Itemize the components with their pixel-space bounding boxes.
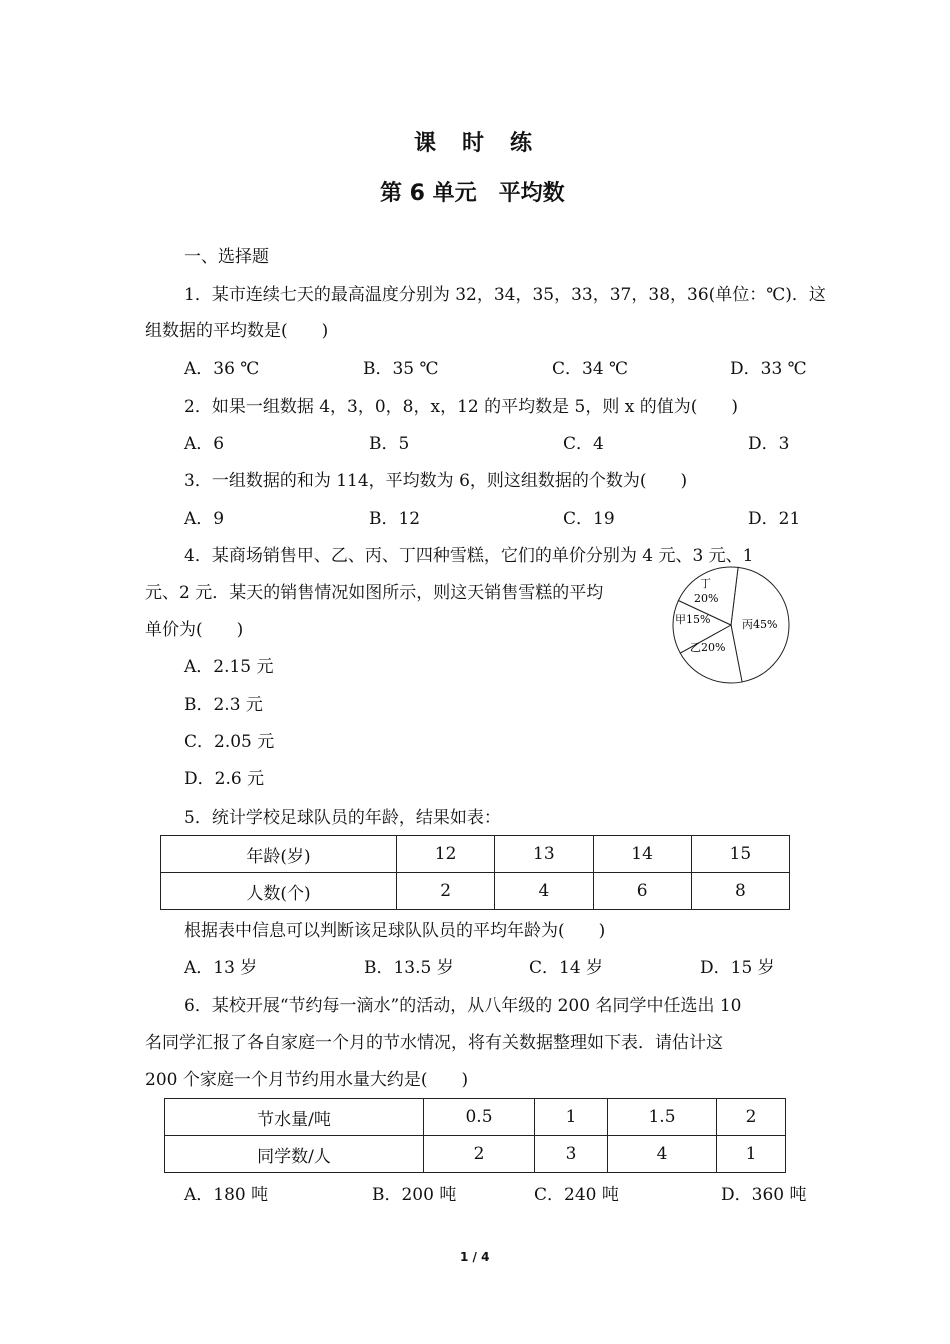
unit-title: 第 6 单元 平均数 (380, 181, 565, 206)
table-row (161, 873, 790, 910)
q2-text: 2．如果一组数据 4，3，0，8，x，12 的平均数是 5，则 x 的值为( ) (184, 397, 738, 417)
q6-line1: 6．某校开展“节约每一滴水”的活动，从八年级的 200 名同学中任选出 10 (184, 996, 742, 1016)
q1-line2: 组数据的平均数是( ) (145, 321, 329, 341)
table-cell: 1.5 (608, 1099, 717, 1136)
table-cell: 同学数/人 (165, 1136, 424, 1173)
q3-option-b: B．12 (369, 509, 421, 529)
q3-option-a: A．9 (184, 509, 225, 529)
q2-option-d: D．3 (748, 434, 790, 454)
q4-line3: 单价为( ) (145, 620, 244, 640)
table-cell: 2 (717, 1099, 786, 1136)
table-cell: 14 (593, 836, 691, 873)
q6-line3: 200 个家庭一个月节约用水量大约是( ) (145, 1070, 469, 1090)
q4-option-b: B．2.3 元 (184, 695, 263, 715)
q2-option-c: C．4 (563, 434, 604, 454)
table-row (165, 1136, 786, 1173)
q5-age-table (160, 835, 790, 910)
table-cell: 1 (535, 1099, 608, 1136)
q5-option-b: B．13.5 岁 (364, 958, 454, 978)
q5-text: 5．统计学校足球队员的年龄，结果如表： (184, 808, 501, 828)
table-cell: 3 (535, 1136, 608, 1173)
q3-option-c: C．19 (563, 509, 615, 529)
table-cell: 年龄(岁) (161, 836, 397, 873)
table-cell: 2 (397, 873, 495, 910)
pie-label-ding-name: 丁 (700, 577, 711, 590)
table-cell: 1 (717, 1136, 786, 1173)
table-cell: 0.5 (424, 1099, 535, 1136)
q3-text: 3．一组数据的和为 114，平均数为 6，则这组数据的个数为( ) (184, 471, 688, 491)
q6-option-a: A．180 吨 (184, 1185, 269, 1205)
q4-option-c: C．2.05 元 (184, 732, 275, 752)
q6-option-c: C．240 吨 (534, 1185, 619, 1205)
q2-option-a: A．6 (184, 434, 225, 454)
q4-option-d: D．2.6 元 (184, 769, 265, 789)
q1-option-c: C．34 ℃ (552, 359, 629, 379)
table-cell: 4 (608, 1136, 717, 1173)
table-row (161, 836, 790, 873)
table-cell: 15 (691, 836, 789, 873)
pie-label-jia: 甲15% (675, 613, 711, 626)
q6-option-b: B．200 吨 (372, 1185, 457, 1205)
q5-option-c: C．14 岁 (529, 958, 604, 978)
q1-option-b: B．35 ℃ (363, 359, 439, 379)
table-cell: 人数(个) (161, 873, 397, 910)
table-cell: 13 (495, 836, 593, 873)
q3-option-d: D．21 (748, 509, 801, 529)
pie-label-yi: 乙20% (690, 641, 726, 654)
table-row (165, 1099, 786, 1136)
table-cell: 12 (397, 836, 495, 873)
table-cell: 6 (593, 873, 691, 910)
q1-option-d: D．33 ℃ (730, 359, 807, 379)
q2-option-b: B．5 (369, 434, 410, 454)
q1-line1: 1．某市连续七天的最高温度分别为 32，34，35，33，37，38，36(单位：℃)．这 (184, 285, 826, 305)
q4-line2: 元、2 元．某天的销售情况如图所示，则这天销售雪糕的平均 (145, 583, 604, 603)
q6-line2: 名同学汇报了各自家庭一个月的节水情况，将有关数据整理如下表．请估计这 (145, 1033, 723, 1053)
q4-option-a: A．2.15 元 (184, 657, 274, 677)
table-cell: 节水量/吨 (165, 1099, 424, 1136)
q5-option-a: A．13 岁 (184, 958, 258, 978)
q1-option-a: A．36 ℃ (184, 359, 260, 379)
q4-line1: 4．某商场销售甲、乙、丙、丁四种雪糕，它们的单价分别为 4 元、3 元、1 (184, 546, 754, 566)
table-cell: 2 (424, 1136, 535, 1173)
q5-follow: 根据表中信息可以判断该足球队队员的平均年龄为( ) (184, 921, 606, 941)
page-title: 课 时 练 (414, 131, 535, 156)
q6-water-table (164, 1098, 786, 1173)
table-cell: 4 (495, 873, 593, 910)
sales-pie-chart (666, 560, 796, 690)
pie-label-bing: 丙45% (742, 618, 778, 631)
section-heading: 一、选择题 (184, 247, 269, 267)
q5-option-d: D．15 岁 (700, 958, 775, 978)
q6-option-d: D．360 吨 (721, 1185, 807, 1205)
pie-label-ding-value: 20% (694, 592, 719, 605)
page-number: 1 / 4 (460, 1250, 490, 1264)
table-cell: 8 (691, 873, 789, 910)
